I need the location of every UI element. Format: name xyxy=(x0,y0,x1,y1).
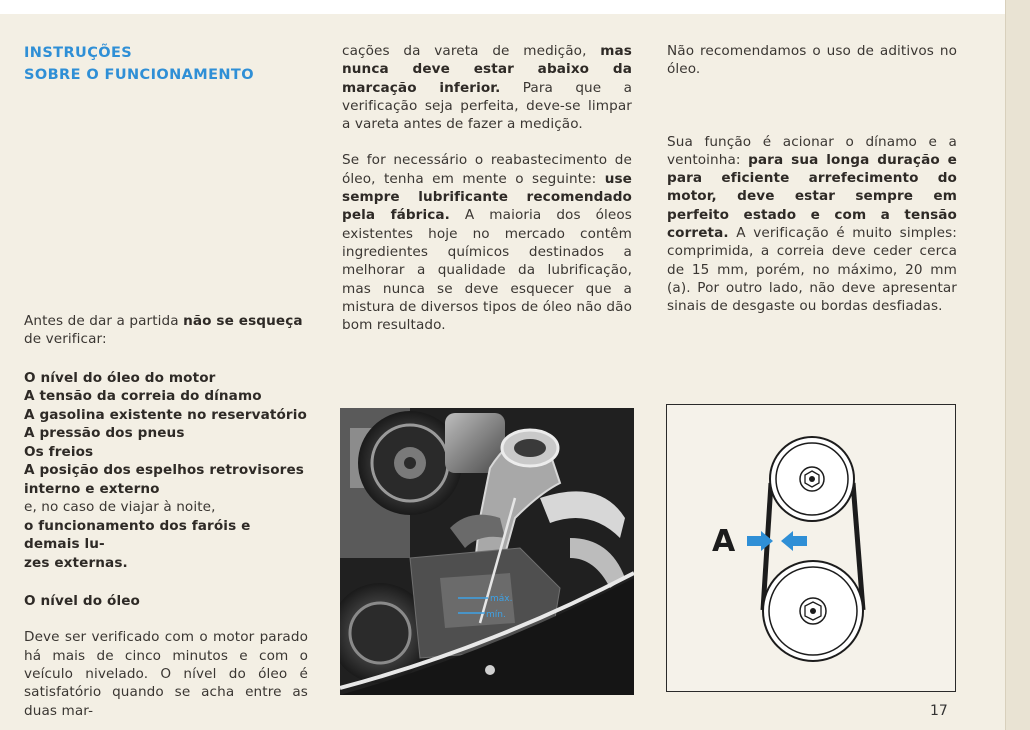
scan-border-top xyxy=(0,0,1030,14)
intro-text: Antes de dar a partida xyxy=(24,313,184,329)
right-paragraph-2 xyxy=(667,133,957,316)
heading-line-1: INSTRUÇÕES xyxy=(24,45,133,61)
right-p2-bold: para sua longa duração e para eficiente arrefecimento do motor, deve estar sempre em perfeito estado e com a tensão correta. xyxy=(667,151,957,242)
checklist-item: Os freios xyxy=(24,443,94,460)
mid-p1-text: cações da vareta de medição, xyxy=(342,43,601,59)
checklist-item: interno e externo xyxy=(24,480,160,497)
mid-p1-text-2: Para que a verificação seja perfeita, deve-se limpar a vareta antes de fazer a medição. xyxy=(342,79,632,133)
dipstick-min-label: mín. xyxy=(486,610,506,620)
checklist-item: O nível do óleo do motor xyxy=(24,369,216,386)
oil-level-text: Deve ser verificado com o motor parado há mais de cinco minutos e com o veículo nivelado. O nível do óleo é satisfatório quando se acha entre as duas mar- xyxy=(24,629,308,719)
mid-p2-text: Se for necessário o reabastecimento de óleo, tenha em mente o seguinte: xyxy=(342,152,632,187)
checklist-item: o funcionamento dos faróis e demais lu- xyxy=(24,517,251,553)
checklist-item: A gasolina existente no reservatório xyxy=(24,406,307,423)
checklist-item: A pressão dos pneus xyxy=(24,425,185,442)
oil-level-heading: O nível do óleo xyxy=(24,593,140,610)
right-p2-text-2: A verificação é muito simples: comprimida, a correia deve ceder cerca de 15 mm, porém, no máximo, 20 mm (a). Por outro lado, não deve apresentar sinais de desgaste ou bordas desfiadas. xyxy=(667,225,957,315)
diagram-label-a: A xyxy=(712,524,736,559)
intro-end-text: de verificar: xyxy=(24,331,107,348)
middle-paragraph-2 xyxy=(342,151,632,334)
belt-tension-diagram xyxy=(666,404,956,692)
mid-p2-bold: use sempre lubrificante recomendado pela fábrica. xyxy=(342,170,632,224)
middle-paragraph-1 xyxy=(342,42,632,133)
engine-photo xyxy=(340,408,634,695)
checklist-item: zes externas. xyxy=(24,554,128,571)
dipstick-max-label: máx. xyxy=(490,594,513,604)
page-number: 17 xyxy=(930,703,948,719)
left-column xyxy=(24,312,308,730)
checklist-item: A tensão da correia do dínamo xyxy=(24,388,262,405)
right-paragraph-1: Não recomendamos o uso de aditivos no óleo. xyxy=(667,43,957,78)
heading-line-2: SOBRE O FUNCIONAMENTO xyxy=(24,67,254,83)
intro-bold-text: não se esqueça xyxy=(183,313,303,329)
mid-p1-bold: mas nunca deve estar abaixo da marcação inferior. xyxy=(342,43,632,96)
middle-column xyxy=(342,42,632,352)
mid-p2-text-2: A maioria dos óleos existentes hoje no mercado contêm ingredientes químicos destinados a melhorar a qualidade da lubrificação, mas nunca se deve esquecer que a mistura de diversos tipos de óleo não dão bom resultado. xyxy=(342,207,632,334)
arrow-left-icon xyxy=(781,531,807,551)
checklist-item: A posição dos espelhos retrovisores xyxy=(24,462,304,479)
checklist-item: e, no caso de viajar à noite, xyxy=(24,499,216,516)
right-column xyxy=(667,42,957,334)
section-heading xyxy=(24,42,324,86)
engine-photo-illustration xyxy=(340,408,634,695)
intro-paragraph xyxy=(24,312,308,349)
checklist xyxy=(24,369,308,573)
right-p2-text: Sua função é acionar o dínamo e a ventoinha: xyxy=(667,133,957,168)
scan-border-right xyxy=(1005,0,1030,730)
belt-diagram-drawing xyxy=(667,405,954,690)
